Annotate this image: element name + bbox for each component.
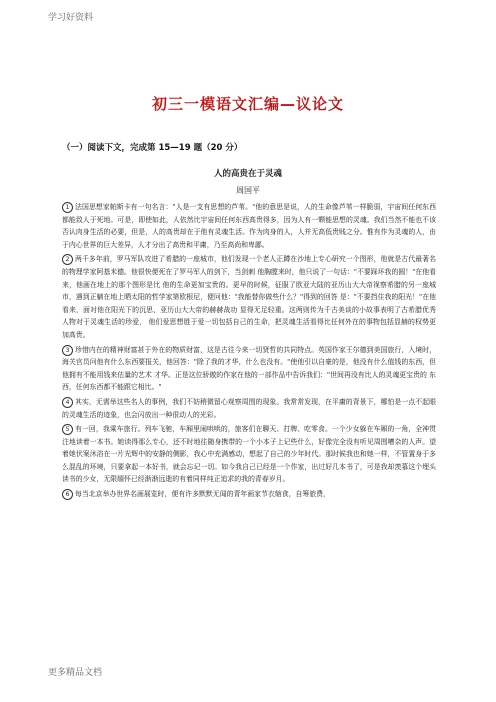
paragraph-text: 珍惜内在的精神财富甚于外在的物质财富，这是古往今来一切贤哲的共同特点。英国作家王尔德到美国旅行，入境时，海关官员问他有什么东西要报关，他回答："除了我的才华，什么也没有。"使他引以自豪的是，他没有什么值钱的东西，但他拥有不能用钱来估量的艺术 才华。正是这位骄傲的作家在他的一部作品中告诉我们："世间再没有比人的灵魂更宝贵的 东西，任何东西都不能跟它相比。"	[62, 345, 436, 392]
paragraph-1	[62, 201, 436, 251]
paragraph-text: 法国思想家帕斯卡有一句名言："人是一支有思想的芦苇。"他的意思是说，人的生命像芦苇一样脆弱，宇宙间任何东西都能致人于死地。可是，即使如此，人依然比宇宙间任何东西高贵得多，因为人有一颗能思想的灵魂。我们当然不能也不该否认肉身生活的必要，但是，人的高贵却在于他有灵魂生活。作为肉身的人，人并无高低贵贱之分。惟有作为灵魂的人，由于内心世界的巨大差异，人才分出了高贵和平庸，乃至高尚和卑鄙。	[62, 203, 436, 249]
paragraph-6	[62, 488, 436, 501]
footer-watermark: 更多精品文档	[48, 668, 103, 678]
paragraph-number: 6	[62, 489, 73, 500]
article-body	[62, 201, 436, 501]
paragraph-number: 1	[62, 202, 73, 213]
paragraph-number: 3	[62, 345, 73, 356]
paragraph-5	[62, 423, 436, 486]
paragraph-text: 每当北京举办世界名画展览时，便有许多默默无闻的青年画家节衣缩食，自筹旅费，	[75, 490, 330, 499]
paragraph-text: 有一回，我乘车旅行。列车飞驰，车厢里闹哄哄的，旅客们在聊天、打牌、吃零食。一个少女躲在车厢的一角，全神贯注地读着一本书。她读得那么专心，还不时地往随身携带的一个小本子上记些什么，好像完全没有听见周围嘈杂的人声。望着她伏案沐浴在一片光辉中的安静的侧影，我心中充满感动，想起了自己的少年时代。那时候我也和她一样，不管置身于多么混乱的环境，只要拿起一本好书，就会忘记一切。如今我自己已经是一个作家，出过好几本书了，可是我却羡慕这个埋头读书的少女，无限缅怀已经渐渐远逝的有着同样纯正追求的我的青春岁月。	[62, 425, 436, 484]
paragraph-number: 5	[62, 424, 73, 435]
article-title: 人的高贵在于灵魂	[213, 169, 282, 179]
section-heading: （一）阅读下文，完成第 15—19 题（20 分）	[62, 143, 243, 153]
paragraph-text: 两千多年前，罗马军队攻进了希腊的一座城市，他们发现一个老人正蹲在沙地上专心研究一个图形，他就是古代最著名的物理学家阿基米德。他很快便死在了罗马军人的剑下，当剑刺 他胸膛来时，他只说了一句话："不要踩坏我的圆！"在他看来，他画在地上的那个图形是比 他的生命更加宝贵的。更早的时候，征服了欧亚大陆的亚历山大大帝视察希腊的另一座城市，遇到正躺在地上晒太阳的哲学家第欧根尼，便问他："我能替你做些什么？"得到的回答 是："不要挡住我的阳光！"在他看来，面对他在阳光下的沉思，亚历山大大帝的赫赫战功 显得无足轻重。这两则传为千古美谈的小故事表明了古希腊优秀人物对于灵魂生活的珍爱， 他们爱思想胜于爱一切包括自己的生命，把灵魂生活看得比任何外在的事物包括显赫的权势更加高贵。	[62, 255, 436, 339]
paragraph-number: 4	[62, 397, 73, 408]
article-author: 周国平	[236, 186, 260, 195]
paragraph-3	[62, 344, 436, 394]
paragraph-4	[62, 396, 436, 421]
paragraph-number: 2	[62, 254, 73, 265]
paragraph-2	[62, 253, 436, 341]
paragraph-text: 其实，无需举这些名人的事例，我们不妨稍微留心观察周围的现象。我常常发现，在平庸的背景下，哪怕是一点不起眼的灵魂生活的迹象，也会闪放出一种很动人的光彩。	[62, 397, 436, 419]
document-title: 初三一模语文汇编—议论文	[151, 95, 344, 113]
header-watermark: 学习好资料	[48, 13, 94, 23]
